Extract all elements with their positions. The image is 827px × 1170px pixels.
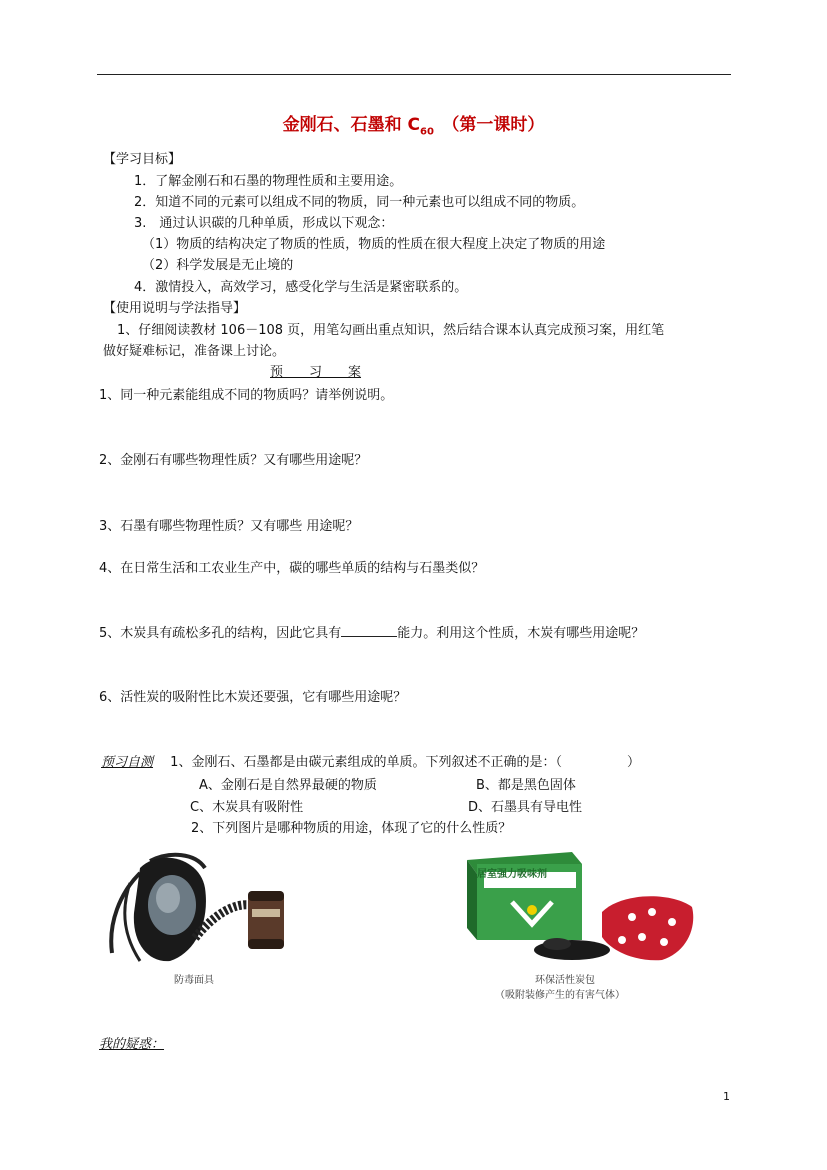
self-test-q2: 2、下列图片是哪种物质的用途，体现了它的什么性质？ bbox=[191, 821, 512, 836]
page-number: 1 bbox=[723, 1090, 730, 1103]
option-d: D、石墨具有导电性 bbox=[468, 800, 583, 815]
page-title: 金刚石、石墨和 $C_{60}$ （第一课时） bbox=[282, 115, 545, 138]
option-b: B、都是黑色固体 bbox=[476, 778, 576, 793]
objective-2: 2．知道不同的元素可以组成不同的物质，同一种元素也可以组成不同的物质。 bbox=[134, 195, 585, 210]
header-rule bbox=[97, 74, 731, 75]
answer-blank[interactable] bbox=[341, 624, 397, 637]
option-c: C、木炭具有吸附性 bbox=[190, 800, 304, 815]
question-4: 4、在日常生活和工农业生产中，碳的哪些单质的结构与石墨类似？ bbox=[99, 561, 485, 576]
guide-line-2: 做好疑难标记，准备课上讨论。 bbox=[103, 344, 286, 359]
bag-caption-1: 环保活性炭包 bbox=[535, 975, 595, 986]
question-5: 5、木炭具有疏松多孔的结构，因此它具有 能力。利用这个性质，木炭有哪些用途呢？ bbox=[99, 626, 645, 641]
mask-caption: 防毒面具 bbox=[174, 975, 214, 986]
bag-caption-2: （吸附装修产生的有害气体） bbox=[495, 990, 625, 1001]
package-label: 居室强力吸味剂 bbox=[477, 869, 547, 880]
question-2: 2、金刚石有哪些物理性质？又有哪些用途呢？ bbox=[99, 453, 368, 468]
guide-heading: 【使用说明与学法指导】 bbox=[103, 301, 247, 316]
objective-3-2: （2）科学发展是无止境的 bbox=[142, 258, 294, 273]
objective-3-1: （1）物质的结构决定了物质的性质，物质的性质在很大程度上决定了物质的用途 bbox=[142, 237, 606, 252]
objective-1: 1．了解金刚石和石墨的物理性质和主要用途。 bbox=[134, 174, 403, 189]
gas-mask-image bbox=[100, 843, 310, 988]
self-test-label: 预习自测 bbox=[101, 755, 154, 770]
question-1: 1、同一种元素能组成不同的物质吗？请举例说明。 bbox=[99, 388, 394, 403]
gas-mask-icon bbox=[100, 843, 310, 988]
guide-line-1: 1、仔细阅读教材 106－108 页，用笔勾画出重点知识，然后结合课本认真完成预习案，用红笔 bbox=[117, 323, 665, 338]
objectives-heading: 【学习目标】 bbox=[103, 152, 182, 167]
self-test-q1: 1、金刚石、石墨都是由碳元素组成的单质。下列叙述不正确的是：（ ） bbox=[170, 755, 640, 770]
self-test-row bbox=[101, 751, 640, 770]
doubts-label: 我的疑惑： bbox=[99, 1037, 165, 1052]
objective-4: 4．激情投入，高效学习，感受化学与生活是紧密联系的。 bbox=[134, 280, 468, 295]
option-a: A、金刚石是自然界最硬的物质 bbox=[199, 778, 377, 793]
preview-heading: 预 习 案 bbox=[270, 365, 362, 380]
question-6: 6、活性炭的吸附性比木炭还要强，它有哪些用途呢？ bbox=[99, 690, 407, 705]
question-3: 3、石墨有哪些物理性质？又有哪些 用途呢？ bbox=[99, 519, 359, 534]
objective-3: 3. 通过认识碳的几种单质，形成以下观念： bbox=[134, 216, 394, 231]
